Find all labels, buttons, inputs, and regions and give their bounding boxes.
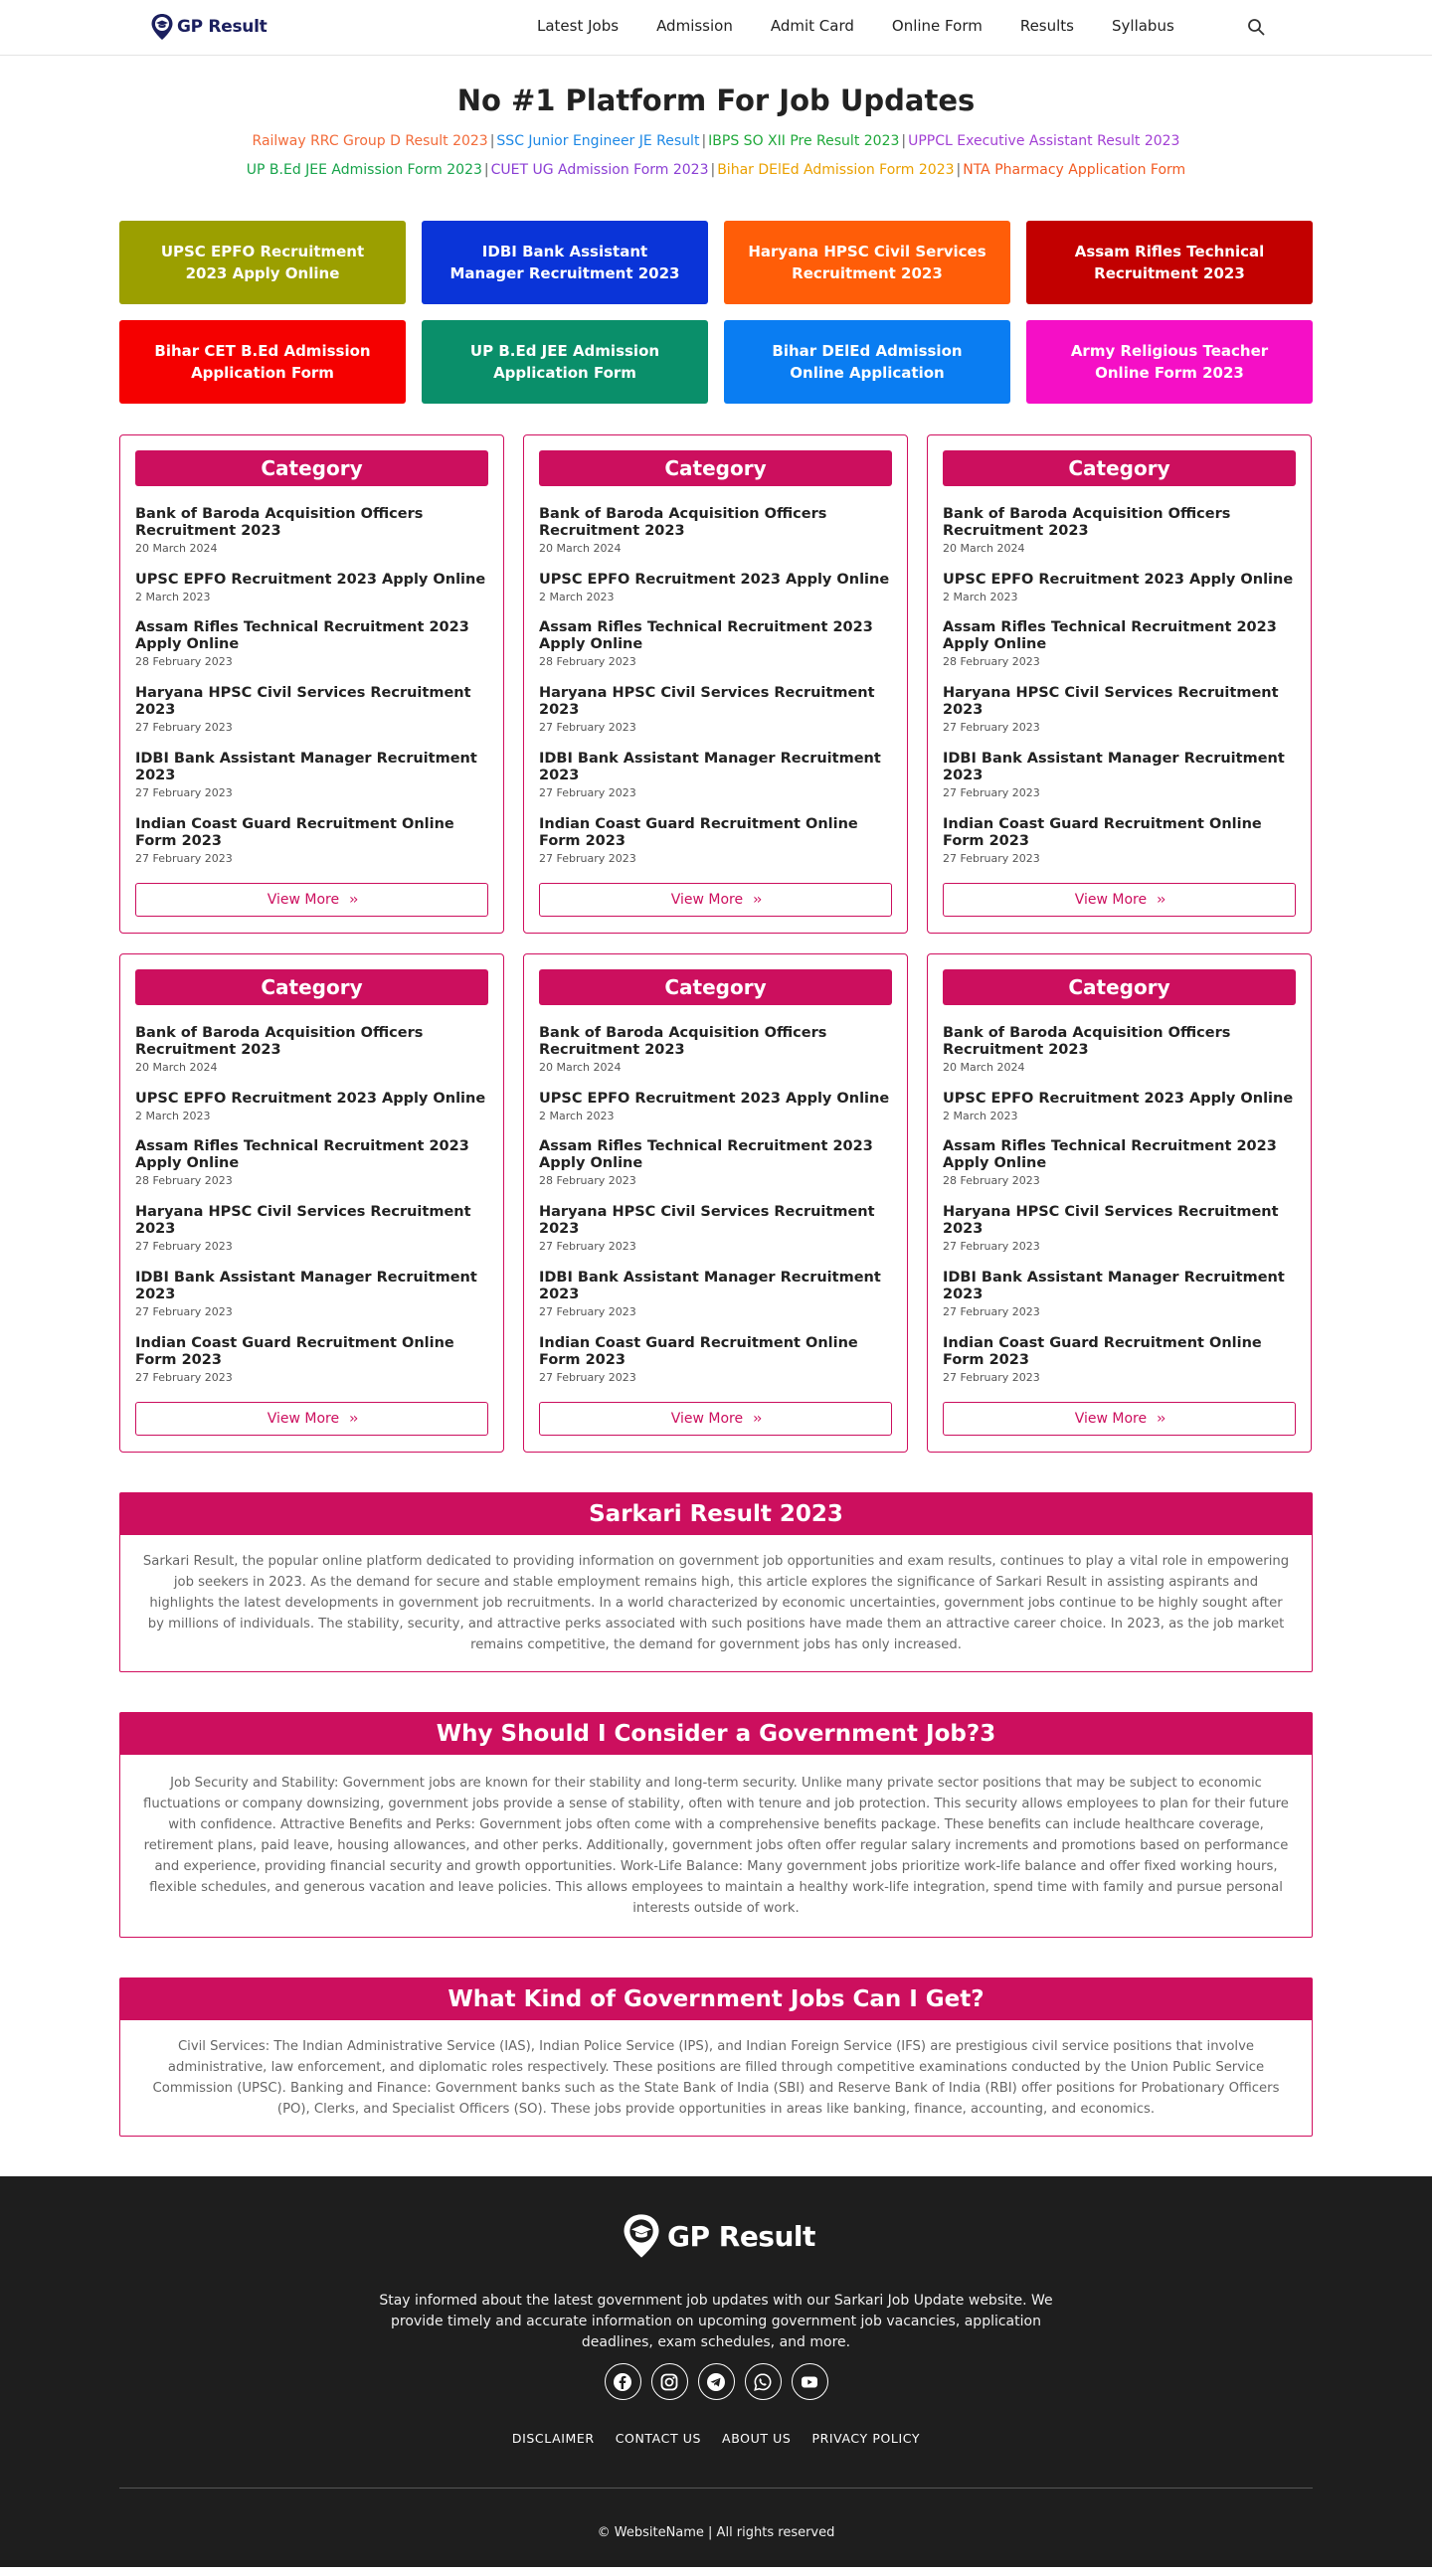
section-heading: Sarkari Result 2023	[120, 1493, 1312, 1535]
list-item-date: 27 February 2023	[539, 721, 636, 734]
list-item-date: 2 March 2023	[943, 1110, 1018, 1122]
view-more-button[interactable]	[135, 883, 488, 917]
category-heading: Category	[539, 450, 892, 486]
list-item-date: 27 February 2023	[943, 1371, 1040, 1384]
category-card	[119, 434, 504, 934]
list-item[interactable]	[135, 685, 488, 751]
featured-tile[interactable]: Army Religious Teacher Online Form 2023	[1026, 320, 1313, 404]
category-card	[927, 434, 1312, 934]
list-item-date: 27 February 2023	[943, 721, 1040, 734]
list-item-date: 27 February 2023	[135, 721, 233, 734]
featured-tiles	[119, 221, 1313, 404]
featured-tile[interactable]: UPSC EPFO Recruitment 2023 Apply Online	[119, 221, 406, 304]
category-heading: Category	[135, 450, 488, 486]
ticker-link[interactable]: UPPCL Executive Assistant Result 2023	[908, 133, 1180, 149]
ticker-separator: |	[710, 162, 716, 178]
list-item-date: 27 February 2023	[943, 1305, 1040, 1318]
category-card	[119, 953, 504, 1453]
chevron-double-right-icon: ››	[349, 1411, 357, 1427]
ticker-separator: |	[901, 133, 907, 149]
list-item[interactable]	[943, 1204, 1296, 1270]
list-item-title[interactable]: Bank of Baroda Acquisition Officers Recruitment 2023	[943, 506, 1231, 539]
list-item[interactable]	[135, 1270, 488, 1335]
list-item-title[interactable]: Haryana HPSC Civil Services Recruitment 2023	[135, 685, 471, 718]
list-item-date: 27 February 2023	[135, 1371, 233, 1384]
list-item-title[interactable]: IDBI Bank Assistant Manager Recruitment 2023	[943, 751, 1285, 783]
list-item[interactable]	[135, 1335, 488, 1401]
list-item[interactable]	[135, 1204, 488, 1270]
section-body: Sarkari Result, the popular online platform dedicated to providing information on government job opportunities and exam results, continues to play a vital role in empowering job seekers in 2023. As the demand for secure and stable employment remains high, this article explores the significance of Sarkari Result in assisting aspirants and highlights the latest developments in government job recruitments. In a world characterized by economic uncertainties, government jobs continue to be highly sought after by millions of individuals. The stability, security, and attractive perks associated with such positions have made them an attractive career choice. In 2023, as the job market remains competitive, the demand for government jobs has only increased.	[142, 1554, 1290, 1652]
list-item-date: 27 February 2023	[135, 852, 233, 865]
main-nav	[537, 17, 1212, 35]
list-item-title[interactable]: IDBI Bank Assistant Manager Recruitment 2023	[943, 1270, 1285, 1302]
ticker-link[interactable]: UP B.Ed JEE Admission Form 2023	[246, 162, 482, 178]
list-item-title[interactable]: UPSC EPFO Recruitment 2023 Apply Online	[943, 1091, 1294, 1107]
list-item-title[interactable]: Bank of Baroda Acquisition Officers Recruitment 2023	[943, 1025, 1231, 1058]
footer-link-disclaimer[interactable]: DISCLAIMER	[511, 2431, 595, 2446]
list-item-date: 27 February 2023	[943, 786, 1040, 799]
list-item-date: 27 February 2023	[943, 852, 1040, 865]
section-heading: Why Should I Consider a Government Job?3	[120, 1713, 1312, 1755]
graduation-pin-icon	[150, 13, 174, 41]
view-more-label: View More	[670, 1411, 744, 1427]
list-item-title[interactable]: Bank of Baroda Acquisition Officers Recruitment 2023	[135, 506, 424, 539]
latest-updates-ticker	[0, 127, 1432, 185]
view-more-label: View More	[267, 1411, 340, 1427]
view-more-label: View More	[670, 892, 744, 908]
list-item[interactable]	[539, 1335, 892, 1401]
list-item[interactable]	[135, 751, 488, 816]
nav-admission[interactable]: Admission	[656, 17, 733, 35]
copyright: © WebsiteName | All rights reserved	[597, 2525, 835, 2540]
site-logo[interactable]	[150, 13, 267, 41]
nav-latest-jobs[interactable]: Latest Jobs	[537, 17, 620, 35]
ticker-link[interactable]: SSC Junior Engineer JE Result	[496, 133, 700, 149]
list-item[interactable]	[135, 572, 488, 619]
list-item[interactable]	[943, 506, 1296, 572]
list-item-date: 27 February 2023	[135, 786, 233, 799]
list-item[interactable]	[135, 619, 488, 685]
info-section-sarkari-result	[119, 1492, 1313, 1672]
list-item[interactable]	[943, 619, 1296, 685]
social-links	[0, 2363, 1432, 2400]
chevron-double-right-icon: ››	[753, 1411, 761, 1427]
category-list	[943, 1025, 1296, 1401]
list-item-title[interactable]: Haryana HPSC Civil Services Recruitment 2023	[539, 1204, 875, 1237]
list-item[interactable]	[539, 751, 892, 816]
list-item[interactable]	[943, 816, 1296, 882]
list-item-title[interactable]: Haryana HPSC Civil Services Recruitment 2023	[943, 1204, 1279, 1237]
list-item-date: 20 March 2024	[135, 1061, 218, 1074]
featured-tile[interactable]: UP B.Ed JEE Admission Application Form	[422, 320, 708, 404]
list-item-date: 2 March 2023	[135, 591, 211, 603]
site-footer	[0, 2176, 1432, 2567]
ticker-row-2	[0, 156, 1432, 185]
list-item-date: 28 February 2023	[943, 655, 1040, 668]
list-item-date: 2 March 2023	[135, 1110, 211, 1122]
ticker-link[interactable]: NTA Pharmacy Application Form	[963, 162, 1186, 178]
chevron-double-right-icon: ››	[349, 892, 357, 908]
list-item[interactable]	[943, 1335, 1296, 1401]
list-item-date: 27 February 2023	[539, 1305, 636, 1318]
category-list	[539, 506, 892, 882]
list-item-title[interactable]: UPSC EPFO Recruitment 2023 Apply Online	[943, 572, 1294, 588]
list-item[interactable]	[539, 816, 892, 882]
section-body: Civil Services: The Indian Administrative Service (IAS), Indian Police Service (IPS), and Indian Foreign Service (IFS) are prestigious civil service positions that involve administrative, law enforcement, and diplomatic roles respectively. These positions are filled through competitive examinations conducted by the Union Public Service Commission (UPSC). Banking and Finance: Government banks such as the State Bank of India (SBI) and Reserve Bank of India (RBI) offer positions for Probationary Officers (PO), Clerks, and Specialist Officers (SO). These jobs provide opportunities in areas like banking, finance, accounting, and economics.	[152, 2039, 1280, 2117]
list-item-date: 28 February 2023	[135, 1174, 233, 1187]
list-item-date: 28 February 2023	[943, 1174, 1040, 1187]
footer-logo[interactable]	[622, 2212, 815, 2260]
list-item[interactable]	[135, 816, 488, 882]
list-item-title[interactable]: Indian Coast Guard Recruitment Online Form 2023	[539, 816, 858, 849]
footer-link-contact-us[interactable]: CONTACT US	[615, 2431, 702, 2446]
list-item-date: 20 March 2024	[943, 1061, 1025, 1074]
list-item-date: 27 February 2023	[539, 786, 636, 799]
ticker-row-1	[0, 127, 1432, 156]
category-card	[927, 953, 1312, 1453]
list-item-title[interactable]: UPSC EPFO Recruitment 2023 Apply Online	[135, 572, 486, 588]
youtube-icon[interactable]	[792, 2363, 828, 2400]
footer-link-privacy-policy[interactable]: PRIVACY POLICY	[811, 2431, 921, 2446]
section-heading: What Kind of Government Jobs Can I Get?	[120, 1978, 1312, 2020]
view-more-button[interactable]	[943, 1402, 1296, 1436]
category-list	[135, 1025, 488, 1401]
list-item-title[interactable]: Assam Rifles Technical Recruitment 2023 Apply Online	[539, 619, 873, 652]
list-item-date: 20 March 2024	[539, 542, 622, 555]
view-more-button[interactable]	[539, 1402, 892, 1436]
telegram-icon[interactable]	[698, 2363, 735, 2400]
list-item-date: 28 February 2023	[135, 655, 233, 668]
footer-links	[0, 2431, 1432, 2446]
list-item[interactable]	[135, 506, 488, 572]
page-title: No #1 Platform For Job Updates	[456, 84, 976, 117]
view-more-button[interactable]	[539, 883, 892, 917]
featured-tile[interactable]: IDBI Bank Assistant Manager Recruitment 2023	[422, 221, 708, 304]
featured-tile[interactable]: Bihar CET B.Ed Admission Application Form	[119, 320, 406, 404]
list-item-title[interactable]: Bank of Baroda Acquisition Officers Recruitment 2023	[539, 1025, 827, 1058]
list-item-title[interactable]: Assam Rifles Technical Recruitment 2023 Apply Online	[135, 1138, 469, 1171]
list-item-date: 27 February 2023	[135, 1240, 233, 1253]
category-list	[135, 506, 488, 882]
featured-tile[interactable]: Assam Rifles Technical Recruitment 2023	[1026, 221, 1313, 304]
list-item-title[interactable]: Bank of Baroda Acquisition Officers Recruitment 2023	[539, 506, 827, 539]
category-heading: Category	[943, 969, 1296, 1005]
list-item[interactable]	[539, 1091, 892, 1138]
list-item[interactable]	[539, 619, 892, 685]
list-item[interactable]	[943, 1025, 1296, 1091]
facebook-icon[interactable]	[605, 2363, 641, 2400]
list-item-title[interactable]: Haryana HPSC Civil Services Recruitment 2023	[539, 685, 875, 718]
category-list	[539, 1025, 892, 1401]
category-list	[943, 506, 1296, 882]
chevron-double-right-icon: ››	[1157, 892, 1164, 908]
list-item[interactable]	[539, 1270, 892, 1335]
list-item[interactable]	[943, 751, 1296, 816]
list-item-title[interactable]: Assam Rifles Technical Recruitment 2023 Apply Online	[539, 1138, 873, 1171]
list-item[interactable]	[943, 1091, 1296, 1138]
list-item-date: 2 March 2023	[943, 591, 1018, 603]
list-item-title[interactable]: Assam Rifles Technical Recruitment 2023 Apply Online	[135, 619, 469, 652]
list-item-date: 2 March 2023	[539, 1110, 615, 1122]
list-item-date: 27 February 2023	[135, 1305, 233, 1318]
list-item-title[interactable]: Indian Coast Guard Recruitment Online Form 2023	[135, 816, 454, 849]
ticker-separator: |	[701, 133, 707, 149]
list-item-date: 28 February 2023	[539, 655, 636, 668]
list-item[interactable]	[135, 1138, 488, 1204]
list-item-date: 20 March 2024	[943, 542, 1025, 555]
list-item-title[interactable]: Indian Coast Guard Recruitment Online Form 2023	[943, 1335, 1262, 1368]
footer-logo-text: GP Result	[667, 2219, 815, 2253]
ticker-link[interactable]: CUET UG Admission Form 2023	[490, 162, 709, 178]
ticker-separator: |	[956, 162, 962, 178]
list-item-date: 27 February 2023	[539, 852, 636, 865]
list-item[interactable]	[539, 1025, 892, 1091]
category-heading: Category	[943, 450, 1296, 486]
category-heading: Category	[135, 969, 488, 1005]
footer-divider	[119, 2488, 1313, 2489]
nav-admit-card[interactable]: Admit Card	[770, 17, 854, 35]
info-section-why-government-job	[119, 1712, 1313, 1938]
list-item[interactable]	[539, 506, 892, 572]
category-card	[523, 434, 908, 934]
chevron-double-right-icon: ››	[753, 892, 761, 908]
list-item-date: 28 February 2023	[539, 1174, 636, 1187]
list-item[interactable]	[943, 685, 1296, 751]
chevron-double-right-icon: ››	[1157, 1411, 1164, 1427]
list-item-title[interactable]: Assam Rifles Technical Recruitment 2023 Apply Online	[943, 619, 1277, 652]
list-item-title[interactable]: UPSC EPFO Recruitment 2023 Apply Online	[539, 1091, 890, 1107]
view-more-label: View More	[267, 892, 340, 908]
ticker-link[interactable]: IBPS SO XII Pre Result 2023	[708, 133, 900, 149]
list-item[interactable]	[135, 1025, 488, 1091]
ticker-link[interactable]: Bihar DElEd Admission Form 2023	[717, 162, 955, 178]
info-section-kind-of-jobs	[119, 1977, 1313, 2137]
whatsapp-icon[interactable]	[745, 2363, 782, 2400]
list-item[interactable]	[539, 1138, 892, 1204]
category-card	[523, 953, 908, 1453]
category-heading: Category	[539, 969, 892, 1005]
list-item-title[interactable]: Assam Rifles Technical Recruitment 2023 Apply Online	[943, 1138, 1277, 1171]
list-item-title[interactable]: Indian Coast Guard Recruitment Online Form 2023	[539, 1335, 858, 1368]
list-item-title[interactable]: Indian Coast Guard Recruitment Online Form 2023	[943, 816, 1262, 849]
site-header	[0, 0, 1432, 56]
section-body: Job Security and Stability: Government jobs are known for their stability and long-term security. Unlike many private sector positions that may be subject to economic fluctuations or company downsizing, government jobs provide a sense of stability, often with tenure and job protection. This security allows employees to plan for their future with confidence. Attractive Benefits and Perks: Government jobs often come with a comprehensive benefits package. These benefits can include healthcare coverage, retirement plans, paid leave, housing allowances, and other perks. Additionally, government jobs often offer regular salary increments and promotions based on performance and experience, providing financial security and growth opportunities. Work-Life Balance: Many government jobs prioritize work-life balance and offer fixed working hours, flexible schedules, and generous vacation and leave policies. This allows employees to maintain a healthy work-life integration, spend time with family and pursue personal interests outside of work.	[143, 1776, 1289, 1916]
list-item[interactable]	[943, 1270, 1296, 1335]
list-item-title[interactable]: Bank of Baroda Acquisition Officers Recruitment 2023	[135, 1025, 424, 1058]
list-item-title[interactable]: IDBI Bank Assistant Manager Recruitment 2023	[135, 1270, 477, 1302]
list-item-title[interactable]: UPSC EPFO Recruitment 2023 Apply Online	[539, 572, 890, 588]
featured-tile[interactable]: Bihar DElEd Admission Online Application	[724, 320, 1010, 404]
list-item[interactable]	[943, 572, 1296, 619]
graduation-pin-icon	[622, 2212, 661, 2260]
list-item[interactable]	[539, 1204, 892, 1270]
view-more-label: View More	[1074, 892, 1148, 908]
list-item-title[interactable]: Haryana HPSC Civil Services Recruitment 2023	[135, 1204, 471, 1237]
list-item[interactable]	[135, 1091, 488, 1138]
list-item[interactable]	[539, 572, 892, 619]
list-item-title[interactable]: Haryana HPSC Civil Services Recruitment 2023	[943, 685, 1279, 718]
list-item-title[interactable]: UPSC EPFO Recruitment 2023 Apply Online	[135, 1091, 486, 1107]
view-more-button[interactable]	[135, 1402, 488, 1436]
list-item[interactable]	[943, 1138, 1296, 1204]
list-item-date: 20 March 2024	[539, 1061, 622, 1074]
nav-syllabus[interactable]: Syllabus	[1112, 17, 1174, 35]
list-item-title[interactable]: IDBI Bank Assistant Manager Recruitment 2023	[539, 1270, 881, 1302]
list-item-date: 20 March 2024	[135, 542, 218, 555]
ticker-link[interactable]: Railway RRC Group D Result 2023	[252, 133, 488, 149]
footer-description: Stay informed about the latest government job updates with our Sarkari Job Update website. We provide timely and accurate information on upcoming government job vacancies, application deadlines, exam schedules, and more.	[379, 2293, 1053, 2350]
list-item-date: 2 March 2023	[539, 591, 615, 603]
footer-link-about-us[interactable]: ABOUT US	[722, 2431, 792, 2446]
list-item-date: 27 February 2023	[539, 1371, 636, 1384]
search-icon[interactable]	[1247, 18, 1265, 36]
view-more-button[interactable]	[943, 883, 1296, 917]
instagram-icon[interactable]	[651, 2363, 688, 2400]
list-item-title[interactable]: IDBI Bank Assistant Manager Recruitment 2023	[135, 751, 477, 783]
ticker-separator: |	[483, 162, 489, 178]
ticker-separator: |	[489, 133, 495, 149]
list-item-title[interactable]: Indian Coast Guard Recruitment Online Form 2023	[135, 1335, 454, 1368]
nav-online-form[interactable]: Online Form	[891, 17, 983, 35]
category-cards	[119, 434, 1313, 1453]
list-item-date: 27 February 2023	[943, 1240, 1040, 1253]
list-item[interactable]	[539, 685, 892, 751]
list-item-title[interactable]: IDBI Bank Assistant Manager Recruitment 2023	[539, 751, 881, 783]
list-item-date: 27 February 2023	[539, 1240, 636, 1253]
view-more-label: View More	[1074, 1411, 1148, 1427]
logo-text: GP Result	[177, 17, 268, 37]
featured-tile[interactable]: Haryana HPSC Civil Services Recruitment 2023	[724, 221, 1010, 304]
nav-results[interactable]: Results	[1019, 17, 1074, 35]
